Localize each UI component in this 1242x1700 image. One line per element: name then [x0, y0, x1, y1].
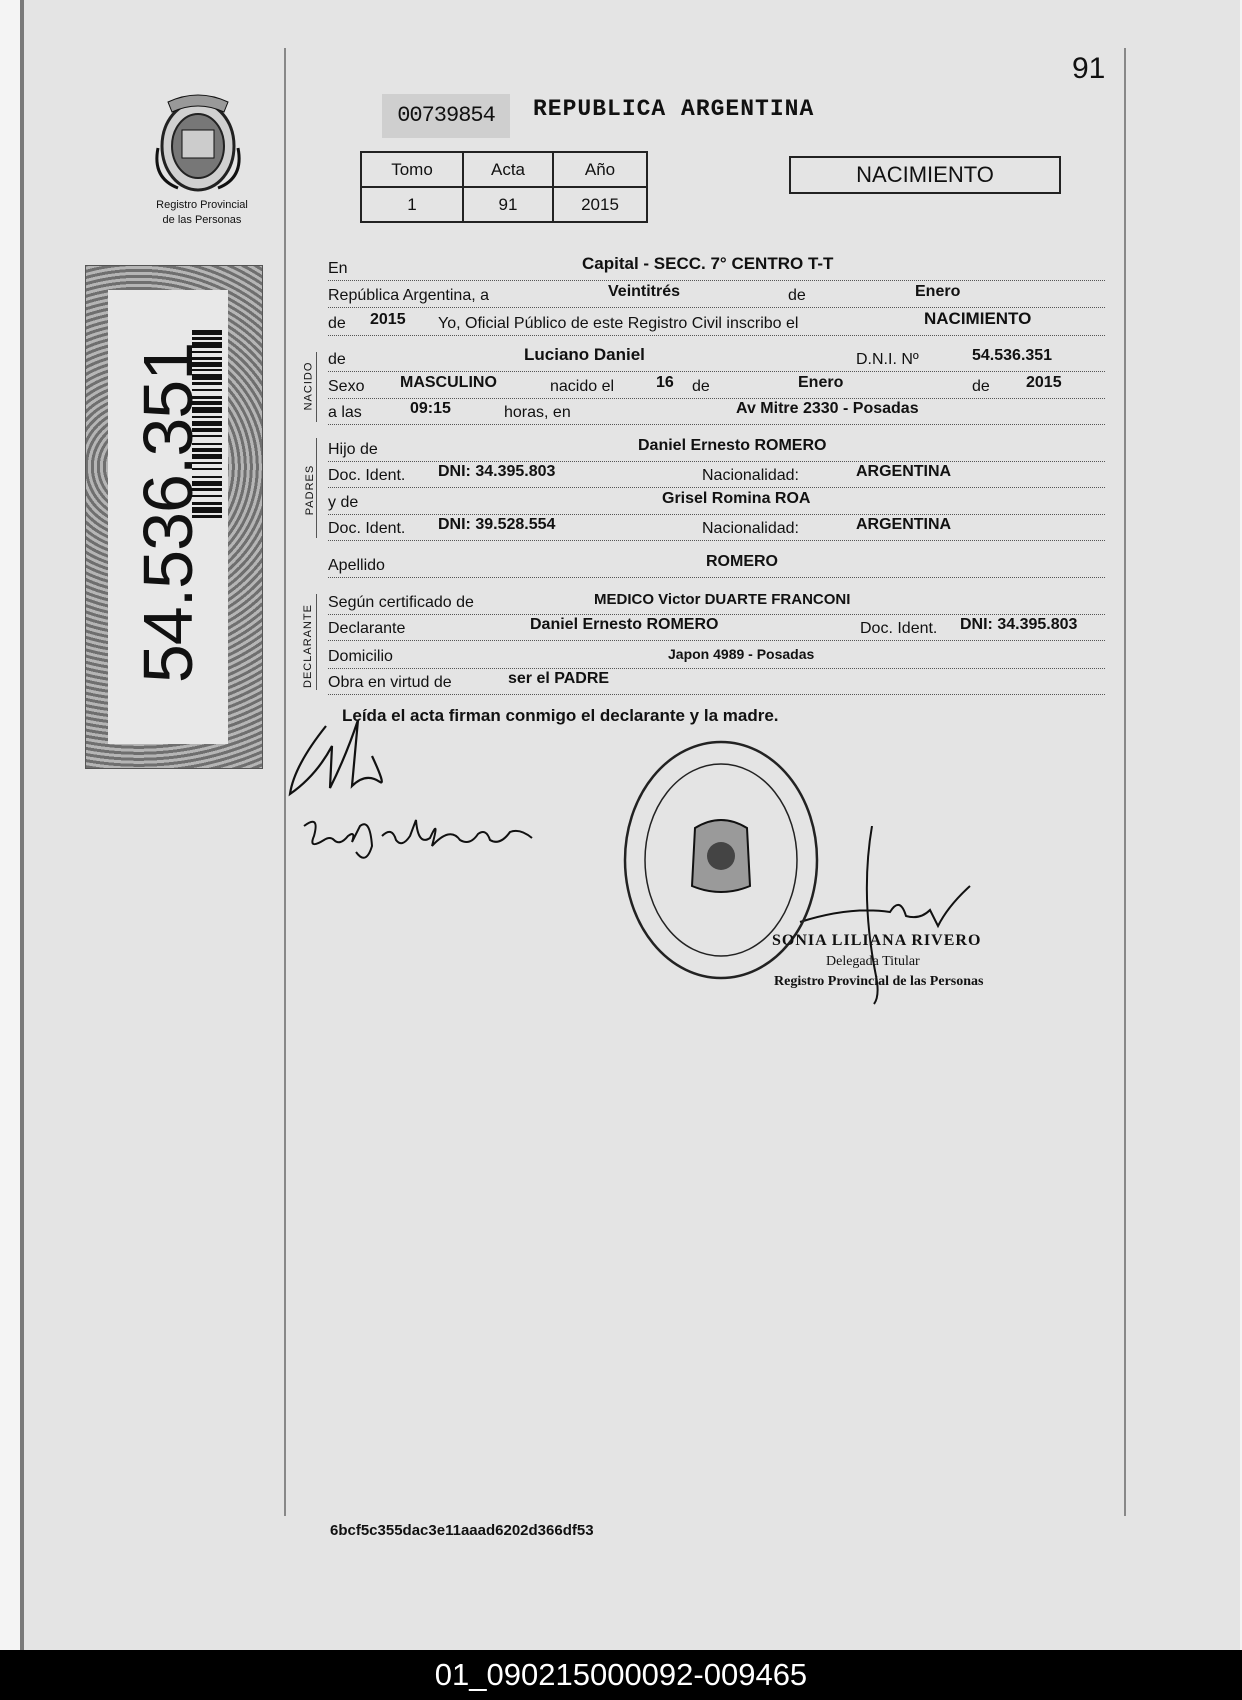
alas-label: a las	[328, 404, 362, 421]
nacido-anio: 2015	[1026, 374, 1062, 391]
row-apellido	[328, 553, 1105, 578]
padre-nac: ARGENTINA	[856, 463, 952, 480]
row-hijo	[328, 437, 1105, 462]
document-hash: 6bcf5c355dac3e11aaad6202d366df53	[330, 1522, 594, 1539]
right-frame-line	[1124, 48, 1126, 1516]
declarante-doc: DNI: 34.395.803	[960, 616, 1078, 633]
domicilio-label: Domicilio	[328, 648, 393, 665]
logo-caption-line1: Registro Provincial	[156, 199, 248, 211]
madre-nac: ARGENTINA	[856, 516, 952, 533]
row-certificado	[328, 590, 1105, 615]
side-label-padres: PADRES	[304, 464, 317, 516]
de1-label: de	[788, 287, 806, 304]
de2-label: de	[328, 315, 346, 332]
dni-large-text: 54.536.351	[129, 342, 207, 684]
row-inscribo	[328, 311, 1105, 336]
page-number: 91	[1072, 52, 1106, 85]
row-declarante	[328, 616, 1105, 641]
en-value: Capital - SECC. 7° CENTRO T-T	[582, 254, 834, 273]
madre-nacionalidad-label: Nacionalidad:	[702, 520, 799, 537]
certificado-label: Según certificado de	[328, 594, 474, 611]
anio-value: 2015	[370, 311, 406, 328]
nacido-mes: Enero	[798, 374, 844, 391]
madre-signature	[300, 806, 536, 870]
official-role: Delegada Titular	[826, 954, 920, 969]
official-name: SONIA LILIANA RIVERO	[772, 932, 982, 949]
table-value-acta: 91	[463, 187, 553, 222]
nombre-value: Luciano Daniel	[524, 345, 645, 364]
domicilio-value: Japon 4989 - Posadas	[668, 646, 815, 662]
hijo-label: Hijo de	[328, 441, 378, 458]
horas-label: horas, en	[504, 404, 571, 421]
republica-label: República Argentina, a	[328, 287, 489, 304]
barcode-label	[108, 290, 228, 744]
footer-bar	[0, 1650, 1242, 1700]
en-label: En	[328, 260, 348, 277]
table-header-anio: Año	[553, 152, 647, 187]
declarante-signature	[286, 716, 416, 798]
registry-logo-icon	[148, 88, 248, 196]
madre-docident-label: Doc. Ident.	[328, 520, 406, 537]
dia-value: Veintitrés	[608, 283, 681, 300]
dni-value: 54.536.351	[972, 347, 1053, 364]
row-en	[328, 256, 1105, 281]
barcode-panel	[85, 265, 263, 769]
leida-statement: Leída el acta firman conmigo el declarante y la madre.	[342, 706, 779, 725]
row-domicilio	[328, 644, 1105, 669]
obra-value: ser el PADRE	[508, 670, 610, 687]
nacido-dia: 16	[656, 374, 674, 391]
padre-docident-label: Doc. Ident.	[328, 467, 406, 484]
de4-label: de	[692, 378, 710, 395]
row-obra	[328, 670, 1105, 695]
apellido-value: ROMERO	[706, 553, 778, 570]
side-label-nacido: NACIDO	[302, 361, 315, 411]
table-value-tomo: 1	[361, 187, 463, 222]
table-header-acta: Acta	[463, 152, 553, 187]
official-office: Registro Provincial de las Personas	[774, 974, 984, 989]
logo-caption-line2: de las Personas	[162, 214, 242, 226]
country-title: REPUBLICA ARGENTINA	[533, 96, 815, 122]
row-madre	[328, 490, 1105, 515]
serial-number: 00739854	[382, 94, 510, 138]
footer-id: 01_090215000092-009465	[434, 1657, 808, 1692]
inscribo-value: NACIMIENTO	[924, 309, 1032, 328]
inscribo-label: Yo, Oficial Público de este Registro Civil inscribo el	[438, 315, 799, 332]
row-nombre	[328, 347, 1105, 372]
table-value-anio: 2015	[553, 187, 647, 222]
declarante-value: Daniel Ernesto ROMERO	[530, 616, 719, 633]
sexo-value: MASCULINO	[400, 374, 497, 391]
act-type-box: NACIMIENTO	[789, 156, 1061, 194]
padre-value: Daniel Ernesto ROMERO	[638, 437, 827, 454]
declarante-bracket	[316, 594, 317, 690]
padre-nacionalidad-label: Nacionalidad:	[702, 467, 799, 484]
de3-label: de	[328, 351, 346, 368]
padre-doc: DNI: 34.395.803	[438, 463, 556, 480]
apellido-label: Apellido	[328, 557, 385, 574]
row-madre-doc	[328, 516, 1105, 541]
madre-value: Grisel Romina ROA	[662, 490, 811, 507]
hora-value: 09:15	[410, 400, 451, 417]
table-header-tomo: Tomo	[361, 152, 463, 187]
mes-value: Enero	[915, 283, 961, 300]
row-hora	[328, 400, 1105, 425]
row-republica	[328, 283, 1105, 308]
nacido-bracket	[316, 352, 317, 422]
yde-label: y de	[328, 494, 359, 511]
registry-logo-caption	[128, 198, 276, 228]
madre-doc: DNI: 39.528.554	[438, 516, 556, 533]
de5-label: de	[972, 378, 990, 395]
row-padre-doc	[328, 463, 1105, 488]
row-sexo	[328, 374, 1105, 399]
registry-table	[360, 151, 648, 223]
certificado-value: MEDICO Victor DUARTE FRANCONI	[594, 591, 851, 608]
declarante-label: Declarante	[328, 620, 406, 637]
nacido-label: nacido el	[550, 378, 615, 395]
declarante-docident-label: Doc. Ident.	[860, 620, 938, 637]
lugar-value: Av Mitre 2330 - Posadas	[736, 400, 919, 417]
obra-label: Obra en virtud de	[328, 674, 452, 691]
side-label-declarante: DECLARANTE	[301, 604, 314, 688]
sexo-label: Sexo	[328, 378, 365, 395]
dni-label: D.N.I. Nº	[856, 351, 919, 368]
